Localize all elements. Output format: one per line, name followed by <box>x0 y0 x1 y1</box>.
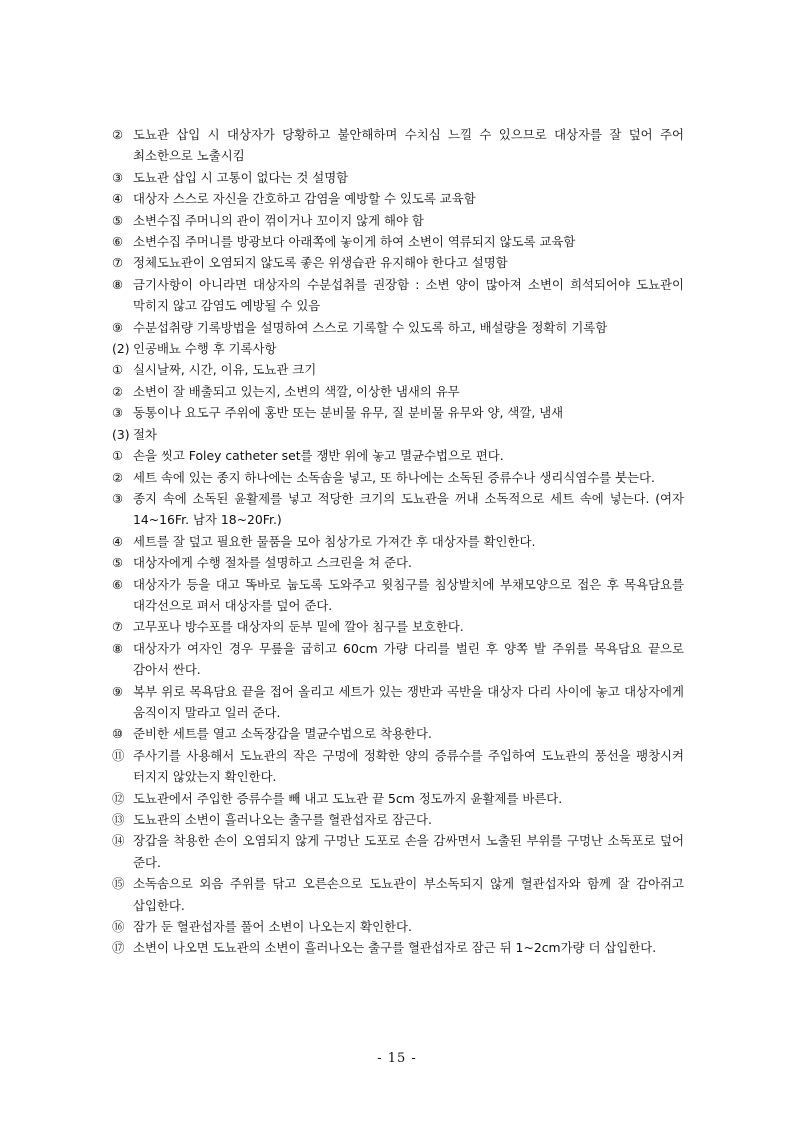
list-item <box>112 937 684 958</box>
item-text: 고무포나 방수포를 대상자의 둔부 밑에 깔아 침구를 보호한다. <box>133 619 464 635</box>
item-number: ⑭ <box>112 833 125 849</box>
list-item <box>112 916 684 937</box>
list-item <box>112 274 684 317</box>
item-text: 장갑을 착용한 손이 오염되지 않게 구멍난 도포로 손을 감싸면서 노출된 부위를 구멍난 소독포로 덮어 준다. <box>133 833 684 870</box>
list-item <box>112 231 684 252</box>
item-number: ② <box>112 383 124 399</box>
item-text: 세트를 잘 덮고 필요한 물품을 모아 침상가로 가져간 후 대상자를 확인한다. <box>133 533 536 549</box>
item-number: ⑫ <box>112 790 125 806</box>
item-text: 도뇨관 삽입 시 대상자가 당황하고 불안해하며 수치심 느낄 수 있으므로 대상자를 잘 덮어 주어 최소한으로 노출시킴 <box>133 127 684 164</box>
item-text: 수분섭취량 기록방법을 설명하여 스스로 기록할 수 있도록 하고, 배설량을 정확히 기록함 <box>133 319 608 335</box>
list-item <box>112 381 684 402</box>
item-text: 복부 위로 목욕담요 끝을 접어 올리고 세트가 있는 쟁반과 곡반을 대상자 다리 사이에 놓고 대상자에게 움직이지 말라고 일러 준다. <box>133 683 684 720</box>
list-item <box>112 317 684 338</box>
list-item <box>112 723 684 744</box>
item-text: 잠가 둔 혈관섭자를 풀어 소변이 나오는지 확인한다. <box>133 919 412 935</box>
list-item <box>112 445 684 466</box>
item-text: 소변이 나오면 도뇨관의 소변이 흘러나오는 출구를 혈관섭자로 잠근 뒤 1~2cm가량 더 삽입한다. <box>133 940 657 956</box>
list-item <box>112 809 684 830</box>
section-number: (3) <box>112 426 130 442</box>
item-text: 도뇨관 삽입 시 고통이 없다는 것 설명함 <box>133 169 349 185</box>
item-number: ⑪ <box>112 747 125 763</box>
list-item <box>112 574 684 617</box>
item-number: ⑦ <box>112 619 124 635</box>
section-title: 인공배뇨 수행 후 기록사항 <box>133 341 277 357</box>
item-number: ② <box>112 127 124 142</box>
item-number: ⑤ <box>112 555 124 571</box>
list-item <box>112 210 684 231</box>
item-text: 준비한 세트를 열고 소독장갑을 멸균수법으로 착용한다. <box>133 726 432 742</box>
item-number: ① <box>112 362 124 378</box>
list-item <box>112 402 684 423</box>
item-number: ⑦ <box>112 255 124 271</box>
list-item <box>112 552 684 573</box>
item-number: ⑰ <box>112 940 125 956</box>
item-number: ③ <box>112 490 124 506</box>
item-number: ④ <box>112 533 124 549</box>
item-text: 종지 속에 소독된 윤활제를 넣고 적당한 크기의 도뇨관을 꺼내 소독적으로 세트 속에 넣는다. (여자 14~16Fr. 남자 18~20Fr.) <box>133 490 684 528</box>
item-text: 동통이나 요도구 주위에 홍반 또는 분비물 유무, 질 분비물 유무와 양, 색깔, 냄새 <box>133 405 564 421</box>
item-text: 손을 씻고 Foley catheter set를 쟁반 위에 놓고 멸균수법으로 편다. <box>133 448 504 464</box>
item-text: 금기사항이 아니라면 대상자의 수분섭취를 권장함 : 소변 양이 많아져 소변이 희석되어야 도뇨관이 막히지 않고 감염도 예방될 수 있음 <box>133 276 684 314</box>
item-text: 대상자가 여자인 경우 무릎을 굽히고 60cm 가량 다리를 벌린 후 양쪽 발 주위를 목욕담요 끝으로 감아서 싼다. <box>133 640 684 678</box>
item-text: 세트 속에 있는 종지 하나에는 소독솜을 넣고, 또 하나에는 소독된 증류수나 생리식염수를 붓는다. <box>133 469 655 485</box>
item-number: ⑧ <box>112 276 124 292</box>
list-item <box>112 188 684 209</box>
list-item <box>112 873 684 916</box>
section-number: (2) <box>112 341 130 357</box>
list-item <box>112 638 684 681</box>
section-heading <box>112 338 684 359</box>
list-item <box>112 167 684 188</box>
item-number: ② <box>112 469 124 485</box>
item-text: 주사기를 사용해서 도뇨관의 작은 구멍에 정확한 양의 증류수를 주입하여 도뇨관의 풍선을 팽창시켜 터지지 않았는지 확인한다. <box>133 747 684 785</box>
list-item <box>112 252 684 273</box>
list-item <box>112 788 684 809</box>
item-text: 정체도뇨관이 오염되지 않도록 좋은 위생습관 유지해야 한다고 설명함 <box>133 255 508 271</box>
item-number: ⑥ <box>112 234 124 250</box>
item-number: ⑧ <box>112 640 124 656</box>
item-number: ⑬ <box>112 812 125 827</box>
item-text: 대상자에게 수행 절차를 설명하고 스크린을 쳐 준다. <box>133 555 412 571</box>
list-item <box>112 681 684 724</box>
item-text: 도뇨관의 소변이 흘러나오는 출구를 혈관섭자로 잠근다. <box>133 812 432 827</box>
item-number: ⑥ <box>112 576 124 592</box>
item-number: ⑩ <box>112 726 124 742</box>
item-number: ⑨ <box>112 683 124 699</box>
item-number: ⑯ <box>112 919 125 935</box>
document-body <box>112 124 684 959</box>
item-number: ③ <box>112 169 124 185</box>
list-item <box>112 830 684 873</box>
list-item <box>112 359 684 380</box>
item-text: 소독솜으로 외음 주위를 닦고 오른손으로 도뇨관이 부소독되지 않게 혈관섭자와 함께 잘 감아쥐고 삽입한다. <box>133 876 684 913</box>
item-number: ④ <box>112 191 124 207</box>
item-text: 소변수집 주머니의 관이 꺾이거나 꼬이지 않게 해야 함 <box>133 212 424 228</box>
list-item <box>112 488 684 531</box>
item-text: 소변이 잘 배출되고 있는지, 소변의 색깔, 이상한 냄새의 유무 <box>133 383 460 399</box>
item-number: ③ <box>112 405 124 421</box>
list-item <box>112 531 684 552</box>
item-text: 도뇨관에서 주입한 증류수를 빼 내고 도뇨관 끝 5cm 정도까지 윤활제를 바른다. <box>133 790 563 806</box>
list-item <box>112 124 684 167</box>
item-text: 대상자가 등을 대고 똑바로 눕도록 도와주고 윗침구를 침상발치에 부채모양으로 접은 후 목욕담요를 대각선으로 펴서 대상자를 덮어 준다. <box>133 576 684 613</box>
list-item <box>112 467 684 488</box>
list-item <box>112 745 684 788</box>
list-item <box>112 616 684 637</box>
item-text: 소변수집 주머니를 방광보다 아래쪽에 놓이게 하여 소변이 역류되지 않도록 교육함 <box>133 234 576 250</box>
item-number: ⑤ <box>112 212 124 228</box>
section-title: 절차 <box>133 426 157 442</box>
page-number: - 15 - <box>377 1051 417 1066</box>
item-text: 대상자 스스로 자신을 간호하고 감염을 예방할 수 있도록 교육함 <box>133 191 476 207</box>
item-number: ⑮ <box>112 876 125 892</box>
item-number: ⑨ <box>112 319 124 335</box>
item-number: ① <box>112 448 124 464</box>
section-heading <box>112 424 684 445</box>
item-text: 실시날짜, 시간, 이유, 도뇨관 크기 <box>133 362 317 378</box>
